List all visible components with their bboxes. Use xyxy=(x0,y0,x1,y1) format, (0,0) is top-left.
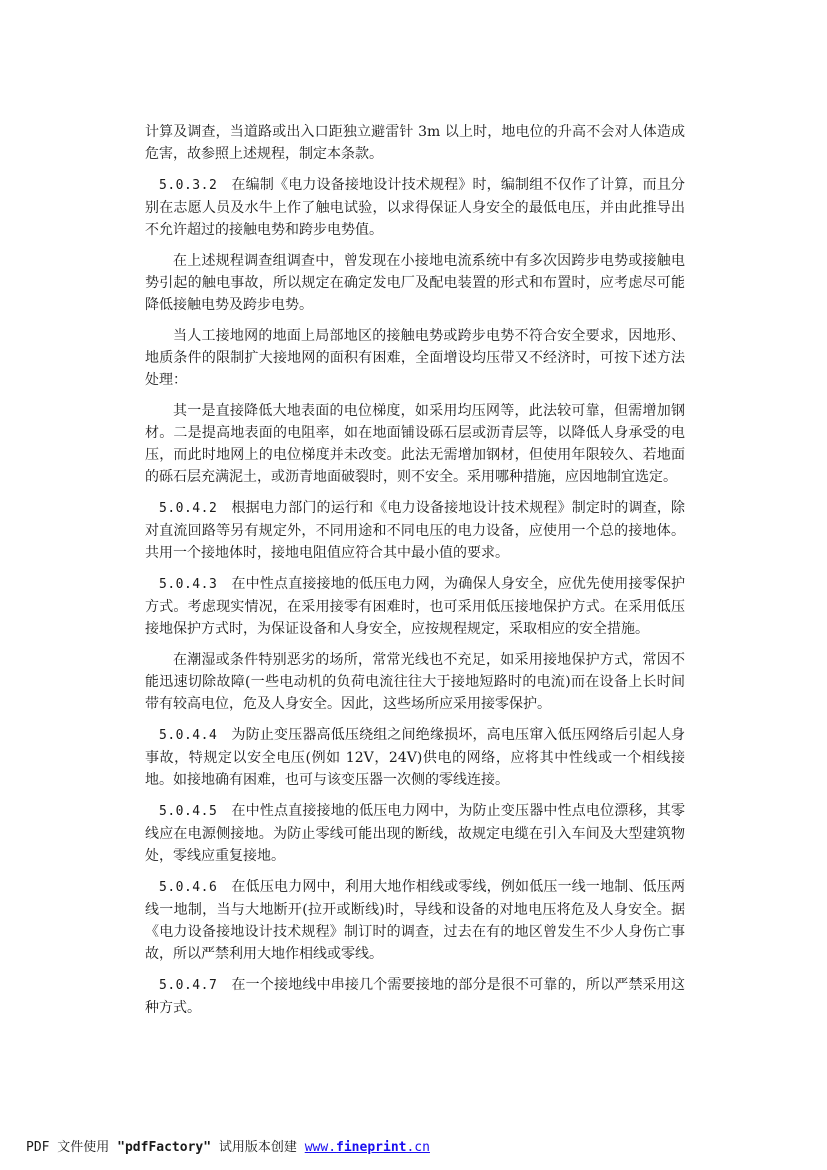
footer-middle: 试用版本创建 xyxy=(211,1140,305,1155)
paragraph-5-0-4-7 xyxy=(145,974,685,1019)
paragraph-methods xyxy=(145,400,685,488)
paragraph-5-0-4-5 xyxy=(145,800,685,867)
paragraph-survey-findings xyxy=(145,250,685,316)
section-number: 5.0.4.3 xyxy=(159,577,218,592)
paragraph-text: 根据电力部门的运行和《电力设备接地设计技术规程》制定时的调查，除对直流回路等另有规定外，不同用途和不同电压的电力设备，应使用一个总的接地体。共用一个接地体时，接地电阻值应符合其中最小值的要求。 xyxy=(145,500,685,561)
paragraph-text: 在上述规程调查组调查中，曾发现在小接地电流系统中有多次因跨步电势或接触电势引起的触电事故，所以规定在确定发电厂及配电装置的形式和布置时，应考虑尽可能降低接触电势及跨步电势。 xyxy=(145,253,685,313)
paragraph-text: 在潮湿或条件特别恶劣的场所，常常光线也不充足，如采用接地保护方式，常因不能迅速切除故障(一些电动机的负荷电流往往大于接地短路时的电流)而在设备上长时间带有较高电位，危及人身安全。因此，这些场所应采用接零保护。 xyxy=(145,652,685,712)
paragraph-continuation xyxy=(145,121,685,165)
section-number: 5.0.4.4 xyxy=(159,728,218,743)
paragraph-text: 计算及调查，当道路或出入口距独立避雷针 3m 以上时，地电位的升高不会对人体造成危害，故参照上述规程，制定本条款。 xyxy=(145,124,685,162)
paragraph-ground-grid-conditions xyxy=(145,325,685,391)
footer-prefix: PDF 文件使用 xyxy=(26,1140,118,1155)
paragraph-text: 在中性点直接接地的低压电力网中，为防止变压器中性点电位漂移，其零线应在电源侧接地。为防止零线可能出现的断线，故规定电缆在引入车间及大型建筑物处，零线应重复接地。 xyxy=(145,803,685,864)
document-body xyxy=(145,121,685,1028)
section-number: 5.0.4.5 xyxy=(159,804,218,819)
paragraph-5-0-4-6 xyxy=(145,876,685,965)
paragraph-text: 在低压电力网中，利用大地作相线或零线，例如低压一线一地制、低压两线一地制，当与大地断开(拉开或断线)时，导线和设备的对地电压将危及人身安全。据《电力设备接地设计技术规程》制订时的调查，过去在有的地区曾发生不少人身伤亡事故，所以严禁利用大地作相线或零线。 xyxy=(145,879,685,962)
pdf-creator-footer xyxy=(26,1136,430,1155)
paragraph-5-0-4-4 xyxy=(145,724,685,791)
paragraph-humid-locations xyxy=(145,649,685,715)
paragraph-text: 在编制《电力设备接地设计技术规程》时，编制组不仅作了计算，而且分别在志愿人员及水牛上作了触电试验，以求得保证人身安全的最低电压，并由此推导出不允许超过的接触电势和跨步电势值。 xyxy=(145,177,685,238)
paragraph-text: 为防止变压器高低压绕组之间绝缘损坏，高电压窜入低压网络后引起人身事故，特规定以安全电压(例如 12V，24V)供电的网络，应将其中性线或一个相线接地。如接地确有困难，也可与该变压器一次侧的零线连接。 xyxy=(145,727,685,788)
link-suffix: .cn xyxy=(406,1140,430,1155)
footer-product-name: "pdfFactory" xyxy=(117,1140,212,1155)
section-number: 5.0.3.2 xyxy=(159,178,218,193)
section-number: 5.0.4.7 xyxy=(159,978,218,993)
paragraph-5-0-4-3 xyxy=(145,573,685,640)
paragraph-text: 在一个接地线中串接几个需要接地的部分是很不可靠的，所以严禁采用这种方式。 xyxy=(145,977,685,1016)
paragraph-5-0-3-2 xyxy=(145,174,685,241)
paragraph-text: 其一是直接降低大地表面的电位梯度，如采用均压网等，此法较可靠，但需增加钢材。二是提高地表面的电阻率，如在地面铺设砾石层或沥青层等，以降低人身承受的电压，而此时地网上的电位梯度并未改变。此法无需增加钢材，但使用年限较久、若地面的砾石层充满泥土，或沥青地面破裂时，则不安全。采用哪种措施，应因地制宜选定。 xyxy=(145,403,685,485)
link-prefix: www. xyxy=(304,1140,337,1155)
link-brand: fineprint xyxy=(336,1140,407,1155)
paragraph-text: 当人工接地网的地面上局部地区的接触电势或跨步电势不符合安全要求，因地形、地质条件的限制扩大接地网的面积有困难，全面增设均压带又不经济时，可按下述方法处理： xyxy=(145,328,685,388)
paragraph-5-0-4-2 xyxy=(145,497,685,564)
paragraph-text: 在中性点直接接地的低压电力网，为确保人身安全，应优先使用接零保护方式。考虑现实情况，在采用接零有困难时，也可采用低压接地保护方式。在采用低压接地保护方式时，为保证设备和人身安全，应按规程规定，采取相应的安全措施。 xyxy=(145,576,685,637)
section-number: 5.0.4.2 xyxy=(159,501,218,516)
fineprint-link[interactable] xyxy=(305,1140,430,1155)
section-number: 5.0.4.6 xyxy=(159,880,218,895)
